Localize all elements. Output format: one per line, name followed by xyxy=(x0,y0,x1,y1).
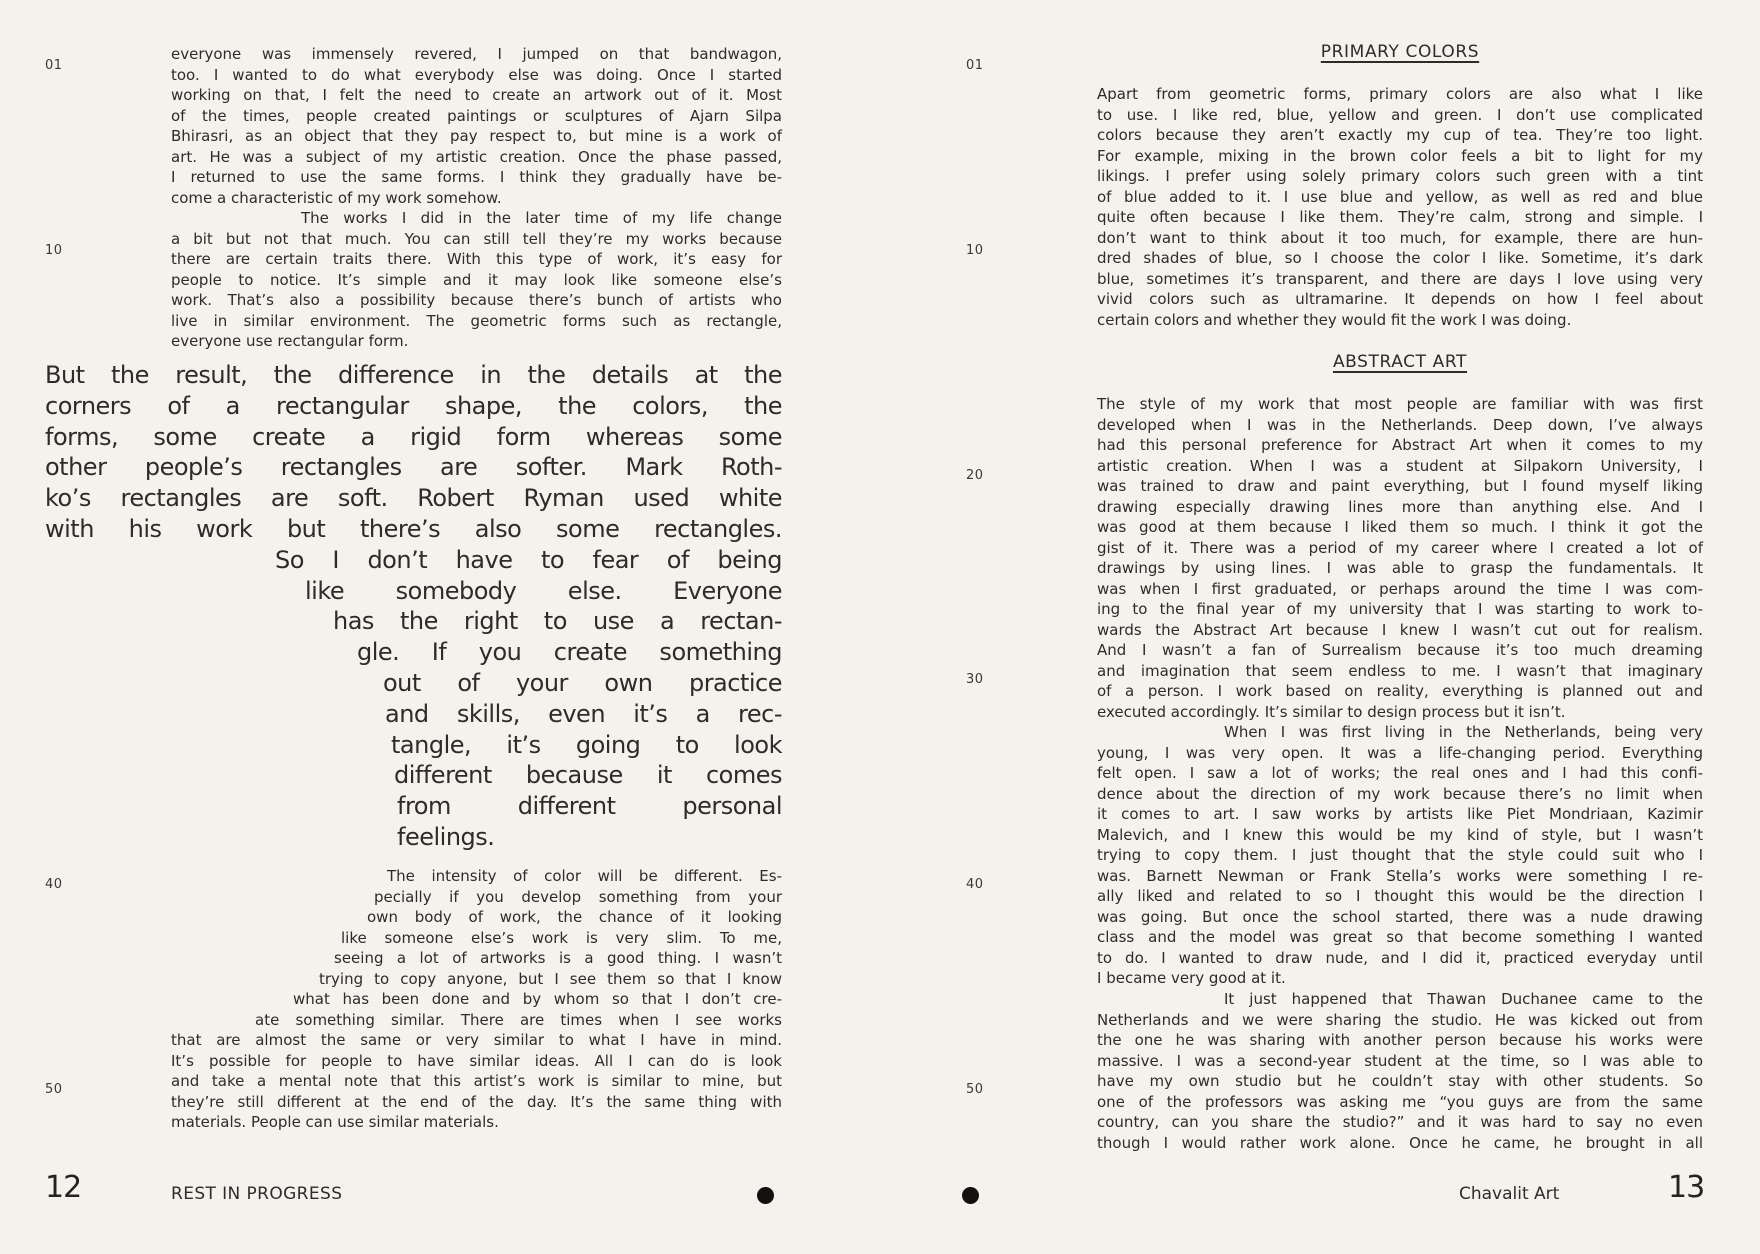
text-line: art. He was a subject of my artistic creation. Once the phase passed, xyxy=(171,147,782,166)
margin-line-number: 40 xyxy=(45,877,63,892)
text-line: come a characteristic of my work somehow. xyxy=(171,188,502,207)
text-line: Malevich, and I knew this would be my kind of style, but I wasn’t xyxy=(1097,825,1703,844)
pull-quote-line: But the result, the difference in the details at the xyxy=(45,361,782,389)
text-line: massive. I was a second-year student at the time, so I was able to xyxy=(1097,1051,1703,1070)
text-line: trying to copy them. I just thought that the style could suit who I xyxy=(1097,846,1703,864)
text-line: have my own studio but he couldn’t stay with other students. So xyxy=(1097,1072,1703,1090)
text-line: seeing a lot of artworks is a good thing. I wasn’t xyxy=(334,949,782,967)
text-line: of blue added to it. I use blue and yellow, as well as red and blue xyxy=(1097,187,1703,206)
text-line: people to notice. It’s simple and it may look like someone else’s xyxy=(171,270,782,289)
text-line: dence about the direction of my work because there’s no limit when xyxy=(1097,784,1703,803)
pull-quote-line: has the right to use a rectan- xyxy=(333,607,782,636)
text-line: everyone was immensely revered, I jumped on that bandwagon, xyxy=(171,45,782,63)
text-line: felt open. I saw a lot of works; the real ones and I had this confi- xyxy=(1097,764,1703,782)
text-line: class and the model was great so that become something I wanted xyxy=(1097,928,1703,946)
text-line: Apart from geometric forms, primary colors are also what I like xyxy=(1097,85,1703,103)
text-line: that are almost the same or very similar to what I have in mind. xyxy=(171,1031,782,1049)
text-line: to use. I like red, blue, yellow and green. I don’t use complicated xyxy=(1097,105,1703,124)
text-line: to do. I wanted to draw nude, and I did it, practiced everyday until xyxy=(1097,948,1703,967)
margin-line-number: 30 xyxy=(966,672,984,687)
text-line: working on that, I felt the need to create an artwork out of it. Most xyxy=(171,86,782,104)
text-line: The intensity of color will be different. Es- xyxy=(387,867,782,885)
text-line: I became very good at it. xyxy=(1097,969,1286,987)
text-line: too. I wanted to do what everybody else was doing. Once I started xyxy=(171,65,782,84)
text-line: trying to copy anyone, but I see them so that I know xyxy=(319,969,782,988)
text-line: When I was first living in the Netherlands, being very xyxy=(1224,723,1703,741)
pull-quote xyxy=(45,360,782,853)
margin-line-number: 50 xyxy=(966,1082,984,1097)
text-line: blue, sometimes it’s transparent, and there are days I love using very xyxy=(1097,269,1703,288)
netherlands-paragraph xyxy=(1097,722,1703,989)
text-line: and take a mental note that this artist’s work is similar to mine, but xyxy=(171,1072,782,1090)
text-line: live in similar environment. The geometric forms such as rectangle, xyxy=(171,311,782,330)
text-line: artistic creation. When I was a student at Silpakorn University, I xyxy=(1097,456,1703,475)
text-line: ally liked and related to so I thought this would be the direction I xyxy=(1097,887,1703,905)
text-line: ate something similar. There are times when I see works xyxy=(255,1010,782,1029)
section-heading-abstract-art: ABSTRACT ART xyxy=(1332,352,1468,372)
running-title: REST IN PROGRESS xyxy=(171,1184,343,1204)
text-line: one of the professors was asking me “you guys are from the same xyxy=(1097,1092,1703,1111)
pull-quote-line: from different personal xyxy=(397,792,782,821)
text-line: was. Barnett Newman or Frank Stella’s works were something I re- xyxy=(1097,866,1703,885)
margin-line-number: 01 xyxy=(966,58,984,73)
pull-quote-line: out of your own practice xyxy=(383,668,782,697)
text-line: dred shades of blue, so I choose the color I like. Sometime, it’s dark xyxy=(1097,249,1703,267)
pull-quote-line: other people’s rectangles are softer. Mark Roth- xyxy=(45,453,782,482)
text-line: work. That’s also a possibility because there’s bunch of artists who xyxy=(171,291,782,309)
text-line: I returned to use the same forms. I think they gradually have be- xyxy=(171,168,782,186)
bullet-dot-icon xyxy=(757,1187,774,1204)
left-paragraph-second xyxy=(171,208,782,352)
footer-credit: Chavalit Art xyxy=(1459,1184,1560,1204)
text-line: colors because they aren’t exactly my cup of tea. They’re too light. xyxy=(1097,126,1703,144)
text-line: they’re still different at the end of the day. It’s the same thing with xyxy=(171,1092,782,1111)
text-line: developed when I was in the Netherlands. Deep down, I’ve always xyxy=(1097,415,1703,434)
text-line: young, I was very open. It was a life-changing period. Everything xyxy=(1097,743,1703,762)
text-line: everyone use rectangular form. xyxy=(171,332,409,350)
text-line: of a person. I work based on reality, everything is planned out and xyxy=(1097,682,1703,700)
text-line: drawings by using lines. I was able to grasp the fundamentals. It xyxy=(1097,559,1703,577)
text-line: And I wasn’t a fan of Surrealism because it’s too much dreaming xyxy=(1097,641,1703,659)
text-line: though I would rather work alone. Once he came, he brought in all xyxy=(1097,1133,1703,1152)
margin-line-number: 20 xyxy=(966,468,984,483)
text-line: was good at them because I liked them so much. I think it got the xyxy=(1097,518,1703,536)
text-line: was trained to draw and paint everything, but I found myself liking xyxy=(1097,477,1703,495)
text-line: and imagination that seem endless to me. I wasn’t that imaginary xyxy=(1097,661,1703,680)
pull-quote-line: ko’s rectangles are soft. Robert Ryman used white xyxy=(45,484,782,513)
pull-quote-line: feelings. xyxy=(397,822,495,851)
margin-line-number: 50 xyxy=(45,1082,63,1097)
text-line: Bhirasri, as an object that they pay respect to, but mine is a work of xyxy=(171,127,782,145)
text-line: quite often because I like them. They’re calm, strong and simple. I xyxy=(1097,208,1703,226)
text-line: The style of my work that most people are familiar with was first xyxy=(1097,395,1703,413)
left-page-number: 12 xyxy=(45,1170,82,1205)
pull-quote-line: like somebody else. Everyone xyxy=(305,576,782,605)
text-line: there are certain traits there. With this type of work, it’s easy for xyxy=(171,250,782,268)
text-line: the one he was sharing with another person because his works were xyxy=(1097,1031,1703,1049)
text-line: executed accordingly. It’s similar to design process but it isn’t. xyxy=(1097,702,1566,721)
margin-line-number: 10 xyxy=(966,243,984,258)
pull-quote-line: So I don’t have to fear of being xyxy=(275,545,782,574)
left-paragraph-top xyxy=(171,44,782,208)
text-line: what has been done and by whom so that I don’t cre- xyxy=(293,990,782,1008)
text-line: it comes to art. I saw works by artists like Piet Mondriaan, Kazimir xyxy=(1097,805,1703,823)
text-line: pecially if you develop something from your xyxy=(374,887,782,906)
text-line: wards the Abstract Art because I knew I wasn’t cut out for realism. xyxy=(1097,620,1703,639)
text-line: It just happened that Thawan Duchanee came to the xyxy=(1224,990,1703,1008)
right-page-number: 13 xyxy=(1668,1170,1705,1205)
pull-quote-line: tangle, it’s going to look xyxy=(391,730,782,759)
text-line: had this personal preference for Abstract Art when it comes to my xyxy=(1097,436,1703,454)
text-line: The works I did in the later time of my life change xyxy=(301,209,782,227)
pull-quote-line: corners of a rectangular shape, the colors, the xyxy=(45,391,782,420)
abstract-art-paragraph xyxy=(1097,394,1703,722)
text-line: was going. But once the school started, there was a nude drawing xyxy=(1097,907,1703,926)
primary-colors-paragraph xyxy=(1097,84,1703,330)
pull-quote-line: and skills, even it’s a rec- xyxy=(385,699,782,728)
text-line: gist of it. There was a period of my career where I created a lot of xyxy=(1097,538,1703,557)
text-line: vivid colors such as ultramarine. It depends on how I feel about xyxy=(1097,290,1703,308)
bullet-dot-icon xyxy=(962,1187,979,1204)
text-line: country, can you share the studio?” and it was hard to say no even xyxy=(1097,1113,1703,1131)
text-line: Netherlands and we were sharing the studio. He was kicked out from xyxy=(1097,1010,1703,1029)
thawan-paragraph xyxy=(1097,989,1703,1153)
pull-quote-line: different because it comes xyxy=(394,761,782,790)
text-line: materials. People can use similar materials. xyxy=(171,1113,499,1131)
text-line: of the times, people created paintings or sculptures of Ajarn Silpa xyxy=(171,106,782,125)
margin-line-number: 10 xyxy=(45,243,63,258)
pull-quote-line: gle. If you create something xyxy=(357,638,782,667)
text-line: like someone else’s work is very slim. To me, xyxy=(341,928,782,947)
margin-line-number: 01 xyxy=(45,58,63,73)
section-heading-primary-colors: PRIMARY COLORS xyxy=(1320,42,1480,62)
text-line: own body of work, the chance of it looking xyxy=(367,908,782,926)
text-line: likings. I prefer using solely primary colors such green with a tint xyxy=(1097,167,1703,185)
text-line: ing to the final year of my university that I was starting to work to- xyxy=(1097,600,1703,618)
text-line: It’s possible for people to have similar ideas. All I can do is look xyxy=(171,1051,782,1070)
text-line: don’t want to think about it too much, for example, there are hun- xyxy=(1097,228,1703,247)
text-line: a bit but not that much. You can still tell they’re my works because xyxy=(171,229,782,248)
pull-quote-line: with his work but there’s also some rectangles. xyxy=(45,514,782,543)
margin-line-number: 40 xyxy=(966,877,984,892)
text-line: For example, mixing in the brown color feels a bit to light for my xyxy=(1097,146,1703,165)
pull-quote-line: forms, some create a rigid form whereas some xyxy=(45,422,782,451)
left-paragraph-bottom xyxy=(171,866,782,1133)
text-line: was when I first graduated, or perhaps around the time I was com- xyxy=(1097,579,1703,598)
text-line: certain colors and whether they would fit the work I was doing. xyxy=(1097,310,1572,329)
text-line: drawing especially drawing lines more than anything else. And I xyxy=(1097,497,1703,516)
